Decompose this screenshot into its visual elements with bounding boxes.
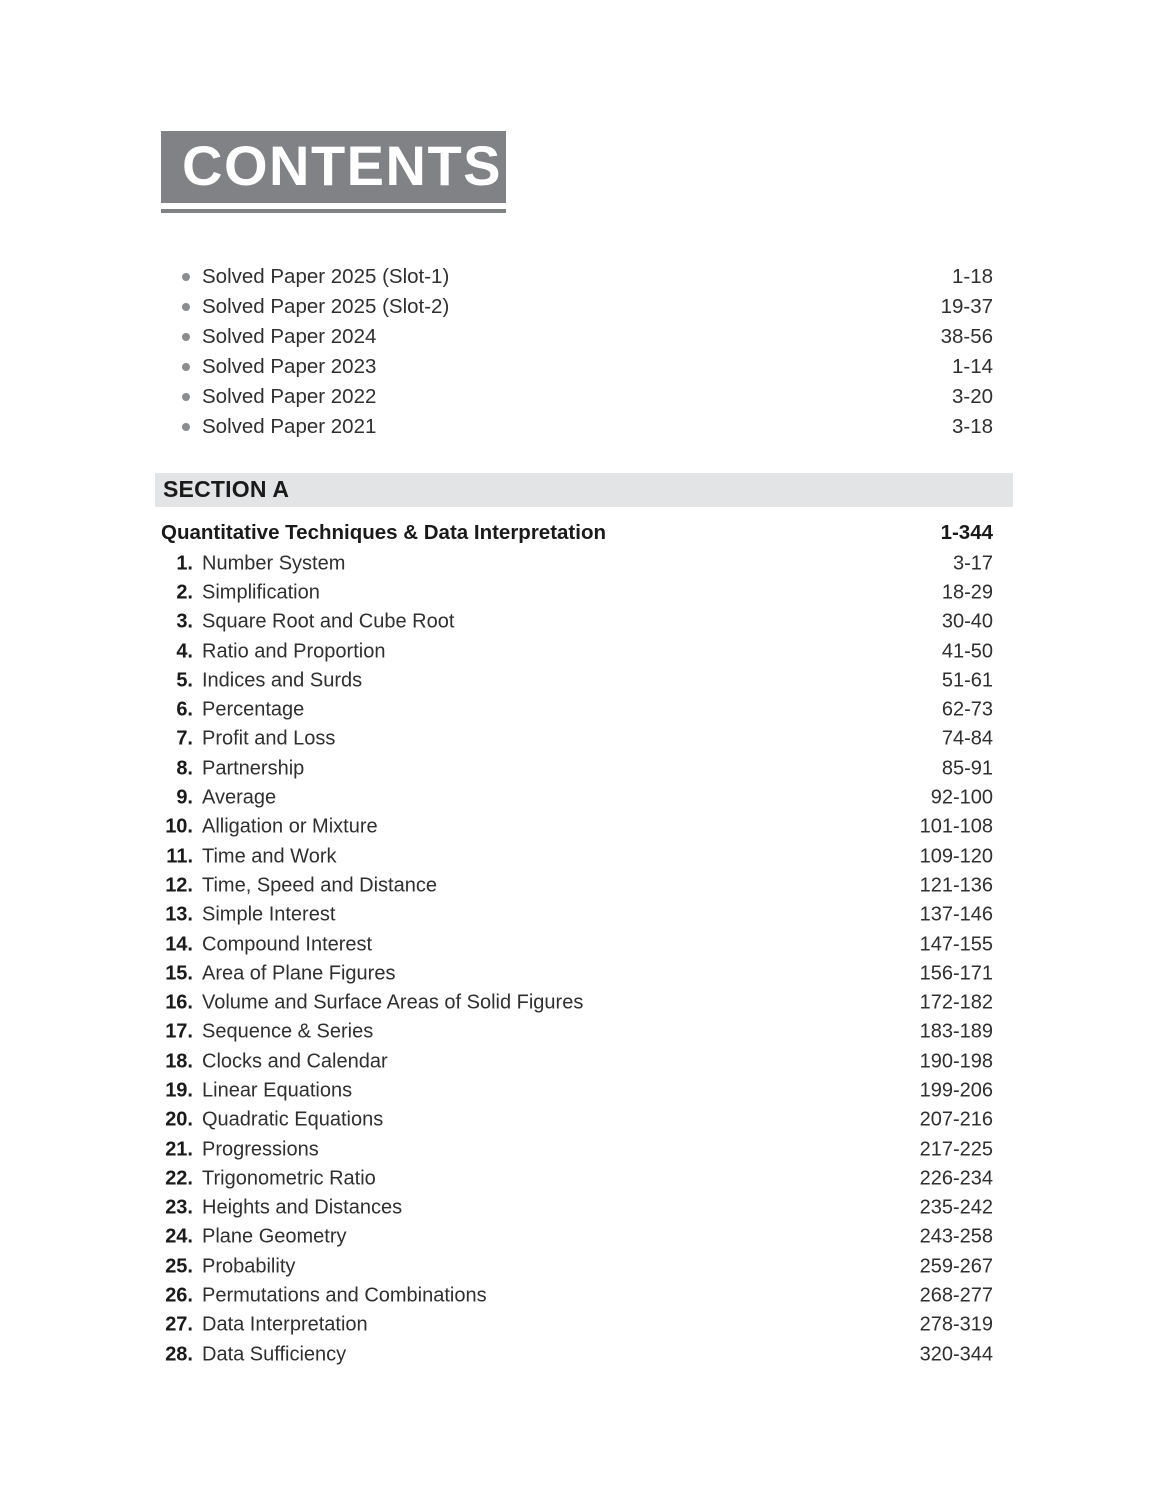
chapter-number: 12. (165, 874, 193, 897)
table-row[interactable] (161, 1281, 993, 1310)
chapter-page-range: 172-182 (919, 991, 993, 1014)
chapter-number: 21. (165, 1138, 193, 1161)
chapter-title: Indices and Surds (202, 669, 363, 692)
subject-heading-row (161, 521, 993, 547)
chapter-title: Percentage (202, 698, 305, 721)
chapter-title: Simple Interest (202, 903, 336, 926)
chapter-title: Clocks and Calendar (202, 1050, 388, 1073)
bullet-icon (182, 423, 190, 431)
chapter-number: 3. (176, 610, 193, 633)
chapter-title: Volume and Surface Areas of Solid Figures (202, 991, 584, 1014)
chapter-number: 13. (165, 903, 193, 926)
table-row[interactable] (161, 608, 993, 637)
list-item[interactable] (161, 412, 993, 442)
paper-label: Solved Paper 2025 (Slot-2) (202, 295, 450, 318)
paper-page-range: 1-14 (951, 355, 993, 378)
chapter-page-range: 268-277 (919, 1284, 993, 1307)
chapter-page-range: 101-108 (919, 815, 993, 838)
chapter-number: 16. (165, 991, 193, 1014)
chapter-number: 2. (176, 581, 193, 604)
list-item[interactable] (161, 262, 993, 292)
paper-page-range: 19-37 (940, 295, 993, 318)
chapter-number: 15. (165, 962, 193, 985)
title-underline-rule (161, 208, 506, 214)
chapter-number: 14. (165, 933, 193, 955)
chapter-number: 4. (176, 640, 193, 663)
table-row[interactable] (161, 959, 993, 988)
bullet-icon (182, 393, 190, 401)
list-item[interactable] (161, 382, 993, 412)
chapter-number: 28. (165, 1343, 193, 1366)
section-a-band (155, 473, 1013, 507)
table-row[interactable] (161, 1340, 993, 1369)
table-row[interactable] (161, 1311, 993, 1340)
table-row[interactable] (161, 1135, 993, 1164)
chapter-title: Linear Equations (202, 1079, 353, 1102)
table-row[interactable] (161, 901, 993, 930)
paper-page-range: 38-56 (940, 325, 993, 348)
bullet-icon (182, 363, 190, 371)
table-row[interactable] (161, 637, 993, 666)
chapter-page-range: 3-17 (952, 552, 993, 575)
bullet-icon (182, 303, 190, 311)
chapter-page-range: 217-225 (919, 1138, 993, 1161)
chapter-number: 24. (165, 1225, 193, 1248)
chapter-page-range: 156-171 (919, 962, 993, 985)
chapter-number: 7. (176, 727, 193, 750)
table-row[interactable] (161, 871, 993, 900)
bullet-icon (182, 333, 190, 341)
chapter-page-range: 51-61 (941, 669, 993, 692)
table-row[interactable] (161, 725, 993, 754)
chapter-page-range: 74-84 (941, 727, 993, 750)
table-row[interactable] (161, 549, 993, 578)
chapter-title: Sequence & Series (202, 1020, 374, 1043)
chapter-number: 5. (176, 669, 193, 692)
chapter-title: Area of Plane Figures (202, 962, 396, 985)
chapter-number: 10. (165, 815, 193, 838)
chapter-number: 20. (165, 1108, 193, 1131)
paper-page-range: 3-20 (951, 385, 993, 408)
table-row[interactable] (161, 1076, 993, 1105)
chapter-title: Trigonometric Ratio (202, 1167, 376, 1190)
chapter-number: 26. (165, 1284, 193, 1307)
chapter-page-range: 30-40 (941, 610, 993, 633)
paper-label: Solved Paper 2023 (202, 355, 377, 378)
table-row[interactable] (161, 813, 993, 842)
table-row[interactable] (161, 666, 993, 695)
chapter-number: 23. (165, 1196, 193, 1219)
subject-title: Quantitative Techniques & Data Interpretation (161, 521, 606, 544)
list-item[interactable] (161, 292, 993, 322)
chapter-page-range: 147-155 (919, 933, 993, 955)
table-row[interactable] (161, 578, 993, 607)
chapter-page-range: 243-258 (919, 1225, 993, 1248)
contents-title-banner (161, 131, 506, 203)
chapter-page-range: 199-206 (919, 1079, 993, 1102)
table-row[interactable] (161, 1106, 993, 1135)
paper-page-range: 3-18 (951, 415, 993, 438)
chapter-page-range: 41-50 (941, 640, 993, 663)
chapter-title: Alligation or Mixture (202, 815, 378, 838)
table-row[interactable] (161, 783, 993, 812)
chapter-title: Simplification (202, 581, 320, 604)
chapter-page-range: 121-136 (919, 874, 993, 897)
chapter-title: Data Interpretation (202, 1313, 368, 1336)
table-row[interactable] (161, 842, 993, 871)
chapter-title: Ratio and Proportion (202, 640, 386, 663)
paper-label: Solved Paper 2025 (Slot-1) (202, 265, 450, 288)
chapter-title: Profit and Loss (202, 727, 336, 750)
table-row[interactable] (161, 695, 993, 724)
chapter-page-range: 226-234 (919, 1167, 993, 1190)
chapters-list (161, 549, 993, 1369)
table-row[interactable] (161, 1194, 993, 1223)
chapter-title: Heights and Distances (202, 1196, 403, 1219)
bullet-icon (182, 273, 190, 281)
table-row[interactable] (161, 1018, 993, 1047)
chapter-title: Plane Geometry (202, 1225, 347, 1248)
chapter-page-range: 235-242 (919, 1196, 993, 1219)
list-item[interactable] (161, 352, 993, 382)
chapter-title: Permutations and Combinations (202, 1284, 487, 1307)
chapter-page-range: 183-189 (919, 1020, 993, 1043)
chapter-title: Probability (202, 1255, 296, 1278)
table-row[interactable] (161, 1047, 993, 1076)
table-row[interactable] (161, 1252, 993, 1281)
chapter-page-range: 320-344 (919, 1343, 993, 1366)
paper-label: Solved Paper 2024 (202, 325, 377, 348)
solved-papers-list (161, 262, 993, 442)
chapter-title: Time, Speed and Distance (202, 874, 437, 897)
chapter-title: Average (202, 786, 277, 809)
chapter-number: 25. (165, 1255, 193, 1278)
chapter-number: 22. (165, 1167, 193, 1190)
chapter-page-range: 259-267 (919, 1255, 993, 1278)
chapter-number: 1. (176, 552, 193, 575)
chapter-number: 6. (176, 698, 193, 721)
chapter-number: 11. (166, 845, 193, 868)
chapter-title: Square Root and Cube Root (202, 610, 455, 633)
chapter-page-range: 62-73 (941, 698, 993, 721)
table-row[interactable] (161, 930, 993, 959)
paper-label: Solved Paper 2022 (202, 385, 377, 408)
chapter-title: Progressions (202, 1138, 319, 1161)
chapter-title: Time and Work (202, 845, 337, 868)
table-row[interactable] (161, 988, 993, 1017)
chapter-page-range: 109-120 (919, 845, 993, 868)
chapter-page-range: 18-29 (941, 581, 993, 604)
chapter-number: 18. (165, 1050, 193, 1073)
chapter-page-range: 278-319 (919, 1313, 993, 1336)
table-row[interactable] (161, 1164, 993, 1193)
chapter-title: Quadratic Equations (202, 1108, 384, 1131)
chapter-page-range: 137-146 (919, 903, 993, 926)
chapter-page-range: 190-198 (919, 1050, 993, 1073)
list-item[interactable] (161, 322, 993, 352)
chapter-number: 8. (176, 757, 193, 780)
paper-page-range: 1-18 (951, 265, 993, 288)
chapter-title: Data Sufficiency (202, 1343, 347, 1366)
subject-page-range: 1-344 (940, 521, 993, 544)
chapter-number: 27. (165, 1313, 193, 1336)
section-a-label: SECTION A (163, 475, 290, 502)
chapter-number: 9. (176, 786, 193, 809)
page-title: CONTENTS (182, 133, 502, 197)
table-row[interactable] (161, 754, 993, 783)
chapter-title: Number System (202, 552, 346, 575)
chapter-number: 17. (165, 1020, 193, 1043)
paper-label: Solved Paper 2021 (202, 415, 377, 438)
chapter-number: 19. (165, 1079, 193, 1102)
chapter-title: Compound Interest (202, 933, 373, 955)
table-row[interactable] (161, 1223, 993, 1252)
chapter-title: Partnership (202, 757, 305, 780)
chapter-page-range: 92-100 (930, 786, 993, 809)
chapter-page-range: 207-216 (919, 1108, 993, 1131)
chapter-page-range: 85-91 (941, 757, 993, 780)
